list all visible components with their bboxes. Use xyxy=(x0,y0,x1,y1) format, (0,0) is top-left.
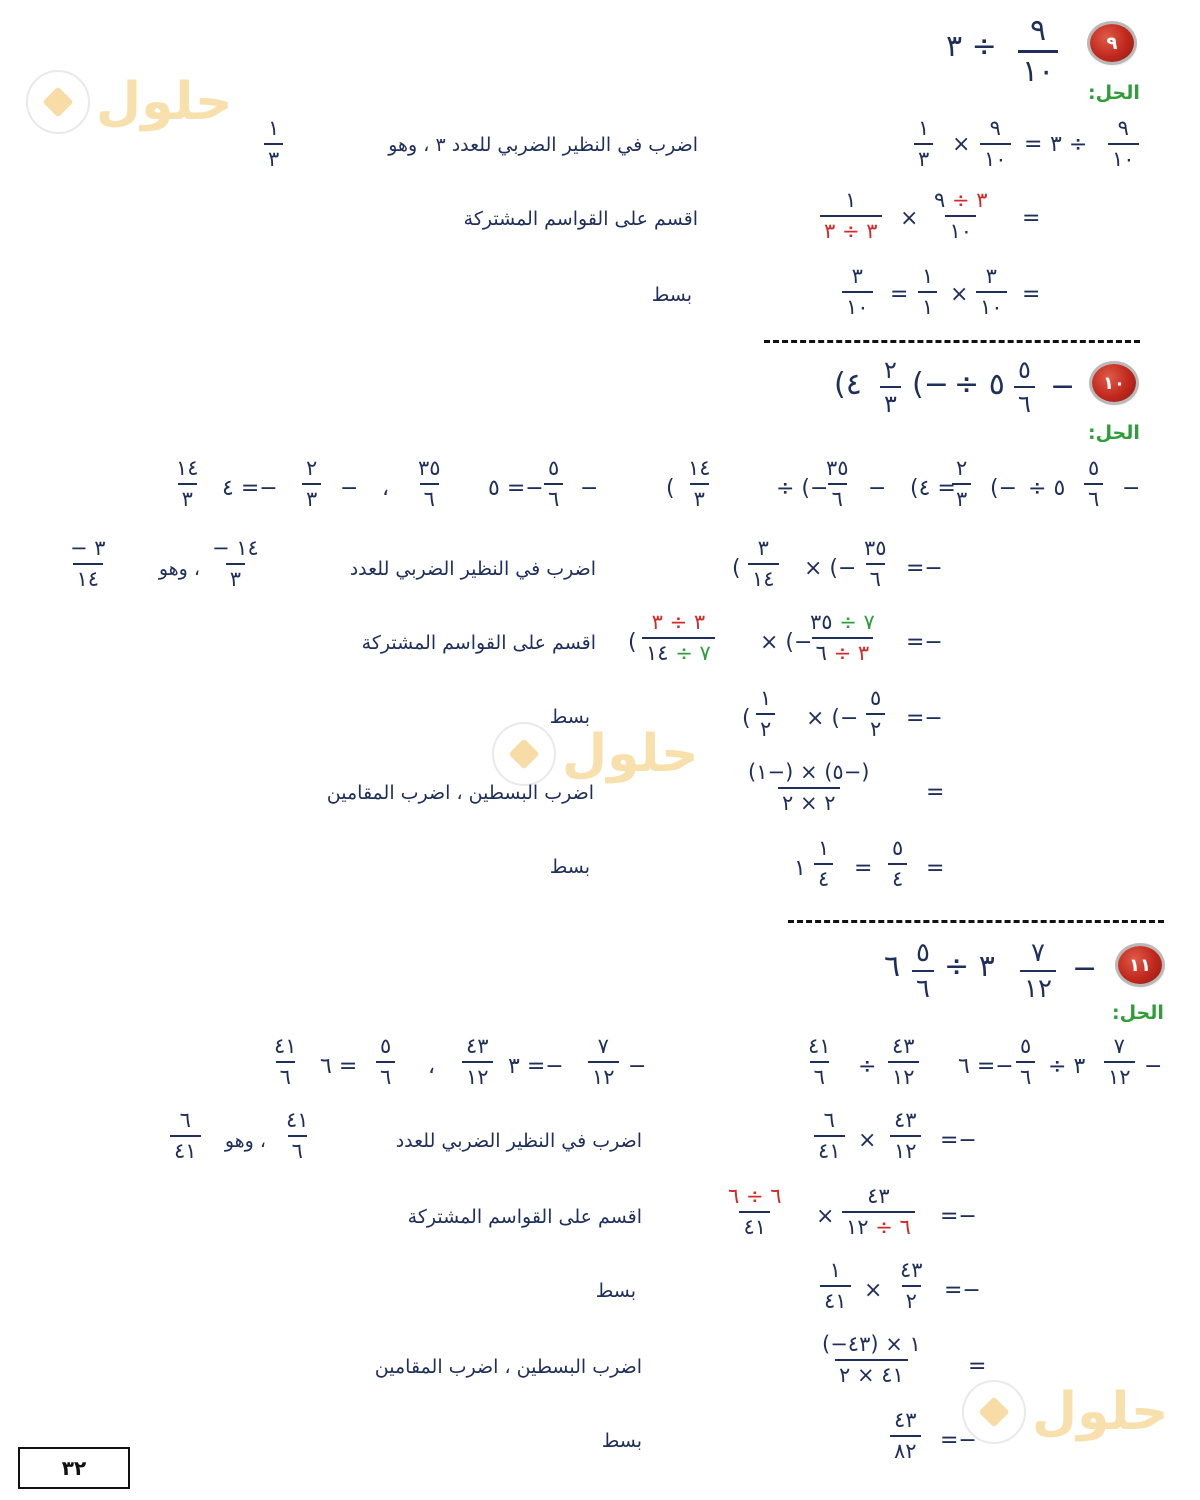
fraction: ٣ ÷ ٣ ٧ ÷ ١٤ xyxy=(642,612,715,664)
watermark-text: حلول xyxy=(562,724,699,784)
step-note: اضرب البسطين ، اضرب المقامين xyxy=(326,782,594,804)
times-sign: × xyxy=(950,282,969,307)
fraction: ٩ ١٠ xyxy=(1108,118,1139,170)
separator xyxy=(788,920,1164,923)
fraction: ١ ٣ ÷ ٣ xyxy=(820,190,882,242)
problem-9-heading-fraction: ٩ ١٠ xyxy=(1018,16,1058,87)
math-text: ÷ ٣ xyxy=(944,949,995,984)
math-text: (٤ = xyxy=(910,476,956,501)
fraction: ٤١ ٦ xyxy=(274,1034,297,1089)
fraction: ٤٣ ٢ xyxy=(900,1258,923,1313)
solution-label: الحل: xyxy=(1088,82,1140,104)
equals-sign: = xyxy=(926,780,945,805)
equals-sign: = xyxy=(1022,206,1041,231)
math-text: =− xyxy=(940,1204,977,1229)
math-text: =− xyxy=(906,630,943,655)
math-text: ١ xyxy=(794,856,806,881)
step-note: بسط xyxy=(651,284,692,306)
fraction: ٢ ٣ xyxy=(880,358,901,416)
step-note-suffix: ، وهو xyxy=(224,1130,266,1152)
fraction: ٣ ١٤ xyxy=(748,538,779,590)
times-sign: × xyxy=(952,132,971,157)
math-text: ( xyxy=(732,556,741,581)
problem-11-badge: ١١ xyxy=(1118,946,1162,984)
math-text: ÷ ٣ xyxy=(1048,1054,1086,1079)
math-text: ( xyxy=(742,706,751,731)
fraction: ٣ ١٠ xyxy=(842,266,873,318)
step-note: اضرب في النظير الضربي للعدد xyxy=(395,1130,642,1152)
math-text: − xyxy=(340,476,359,501)
fraction: ٣٥ ٦ xyxy=(864,536,887,591)
fraction: ٣ ÷ ٩ ١٠ xyxy=(934,188,988,243)
fraction: ١ ٢ xyxy=(756,688,775,740)
fraction: ٥ ٦ xyxy=(544,458,563,510)
fraction: ٣٥ ٦ xyxy=(418,456,441,511)
logo-icon xyxy=(492,722,556,786)
separator xyxy=(764,340,1140,343)
fraction: ٣٥ ٦ xyxy=(826,456,849,511)
math-text: ( xyxy=(666,476,675,501)
equals-sign: = xyxy=(968,1354,987,1379)
step-note: بسط xyxy=(601,1430,642,1452)
fraction: ٥ ٦ xyxy=(1084,458,1103,510)
math-text: ٦ =− xyxy=(958,1054,1014,1079)
fraction: ٥ ٤ xyxy=(888,838,907,890)
problem-9-heading-rest: ٣ ÷ xyxy=(946,29,997,64)
problem-9-badge: ٩ xyxy=(1090,24,1134,62)
math-text: − xyxy=(1122,476,1141,501)
step-note: بسط xyxy=(595,1280,636,1302)
equals-sign: = xyxy=(926,856,945,881)
math-text: =− xyxy=(906,556,943,581)
problem-10-badge: ١٠ xyxy=(1092,364,1136,402)
fraction: ٥ ٦ xyxy=(912,940,934,1002)
math-text: × (− xyxy=(806,706,859,731)
math-text: ٣ =− xyxy=(508,1054,564,1079)
step-note: بسط xyxy=(549,706,590,728)
fraction: ٧ ١٢ xyxy=(588,1036,619,1088)
fraction: ١ ١ xyxy=(918,266,937,318)
fraction: ٥ ٦ xyxy=(1016,1036,1035,1088)
fraction: ١ ٤١ xyxy=(820,1260,851,1312)
fraction: ٣ ١٠ xyxy=(976,266,1007,318)
step-note: بسط xyxy=(549,856,590,878)
note-fraction: − ١٤ ٣ xyxy=(212,536,259,591)
math-text: =− xyxy=(944,1278,981,1303)
fraction: (١−) × (٥−) ٢ × ٢ xyxy=(748,760,870,815)
step-note: اقسم على القواسم المشتركة xyxy=(463,208,698,230)
step-note: اضرب في النظير الضربي للعدد xyxy=(349,558,596,580)
math-text: − xyxy=(580,476,599,501)
math-text: − xyxy=(1144,1054,1163,1079)
fraction: ١٤ ٣ xyxy=(688,456,711,511)
math-text: ÷ xyxy=(858,1054,877,1079)
step-note-suffix: ، وهو xyxy=(158,558,200,580)
math-text: (− xyxy=(912,367,949,402)
math-text: ( xyxy=(628,630,637,655)
math-text: ٥ =− xyxy=(488,476,544,501)
math-text: × (− xyxy=(804,556,857,581)
math-text: ÷ (− xyxy=(776,476,829,501)
note-fraction: ٦ ٤١ xyxy=(170,1110,201,1162)
step-note: اضرب في النظير الضربي للعدد ٣ ، وهو xyxy=(388,134,698,156)
fraction: ٢ ٣ xyxy=(302,458,321,510)
equals-sign: = xyxy=(1022,282,1041,307)
math-text: − xyxy=(1072,951,1098,986)
note-fraction: ٤١ ٦ xyxy=(286,1108,309,1163)
solution-label: الحل: xyxy=(1088,422,1140,444)
fraction: ٤١ ٦ xyxy=(808,1034,831,1089)
fraction: ١ × (٤٣−) ٤١ × ٢ xyxy=(822,1332,921,1387)
note-fraction: − ٣ ١٤ xyxy=(70,536,106,591)
times-sign: × xyxy=(858,1128,877,1153)
fraction: ٧ ١٢ xyxy=(1104,1036,1135,1088)
fraction: ٦ ٤١ xyxy=(814,1110,845,1162)
fraction: ٤٣ ٨٢ xyxy=(890,1410,921,1462)
watermark-logo xyxy=(962,1380,1168,1444)
math-text: − xyxy=(1050,369,1076,404)
math-text: ٦ = xyxy=(320,1054,358,1079)
math-text: =− xyxy=(940,1428,977,1453)
math-text: ٤ =− xyxy=(222,476,278,501)
logo-icon xyxy=(26,70,90,134)
fraction: ٤٣ ٦ ÷ ١٢ xyxy=(842,1186,915,1238)
times-sign: × xyxy=(864,1278,883,1303)
fraction: ٤٣ ١٢ xyxy=(462,1036,493,1088)
math-text: (− xyxy=(990,476,1018,501)
math-text: =− xyxy=(940,1128,977,1153)
fraction: ٤٣ ١٢ xyxy=(890,1110,921,1162)
watermark-logo xyxy=(26,70,232,134)
equals-sign: = xyxy=(890,282,909,307)
math-text: ، xyxy=(382,476,390,501)
math-text: ٣ ÷ xyxy=(1050,132,1088,157)
times-sign: × xyxy=(900,206,919,231)
watermark-text: حلول xyxy=(1032,1382,1169,1442)
math-text: × (− xyxy=(760,630,813,655)
math-text: − xyxy=(868,476,887,501)
equals-sign: = xyxy=(854,856,873,881)
math-text: =− xyxy=(906,706,943,731)
fraction: ١ ٣ xyxy=(914,118,933,170)
fraction: ٥ ٦ xyxy=(376,1036,395,1088)
fraction: ١٤ ٣ xyxy=(176,456,199,511)
fraction: ٢ ٣ xyxy=(952,458,971,510)
step-note: اقسم على القواسم المشتركة xyxy=(407,1206,642,1228)
fraction: ٥ ٢ xyxy=(866,688,885,740)
fraction: ٦ ÷ ٦ ٤١ xyxy=(728,1184,782,1239)
page-number: ٣٢ xyxy=(18,1447,130,1489)
watermark-text: حلول xyxy=(96,72,233,132)
step-note: اضرب البسطين ، اضرب المقامين xyxy=(374,1356,642,1378)
fraction: ٥ ٦ xyxy=(1014,358,1035,416)
solution-label: الحل: xyxy=(1112,1002,1164,1024)
equals-sign: = xyxy=(1024,132,1043,157)
note-fraction: ١ ٣ xyxy=(264,118,283,170)
watermark-logo xyxy=(492,722,698,786)
math-text: ، xyxy=(428,1054,436,1079)
fraction: ٤٣ ١٢ xyxy=(888,1036,919,1088)
math-text: ÷ ٥ xyxy=(1028,476,1066,501)
fraction: ٧ ١٢ xyxy=(1020,940,1056,1002)
times-sign: × xyxy=(816,1204,835,1229)
math-text: (٤ xyxy=(834,367,862,402)
fraction: ٩ ١٠ xyxy=(980,118,1011,170)
math-text: − xyxy=(628,1054,647,1079)
fraction: ٧ ÷ ٣٥ ٣ ÷ ٦ xyxy=(810,610,875,665)
math-text: ÷ ٥ xyxy=(954,367,1005,402)
step-note: اقسم على القواسم المشتركة xyxy=(361,632,596,654)
fraction: ١ ٤ xyxy=(814,838,833,890)
math-text: ٦ xyxy=(884,949,901,984)
